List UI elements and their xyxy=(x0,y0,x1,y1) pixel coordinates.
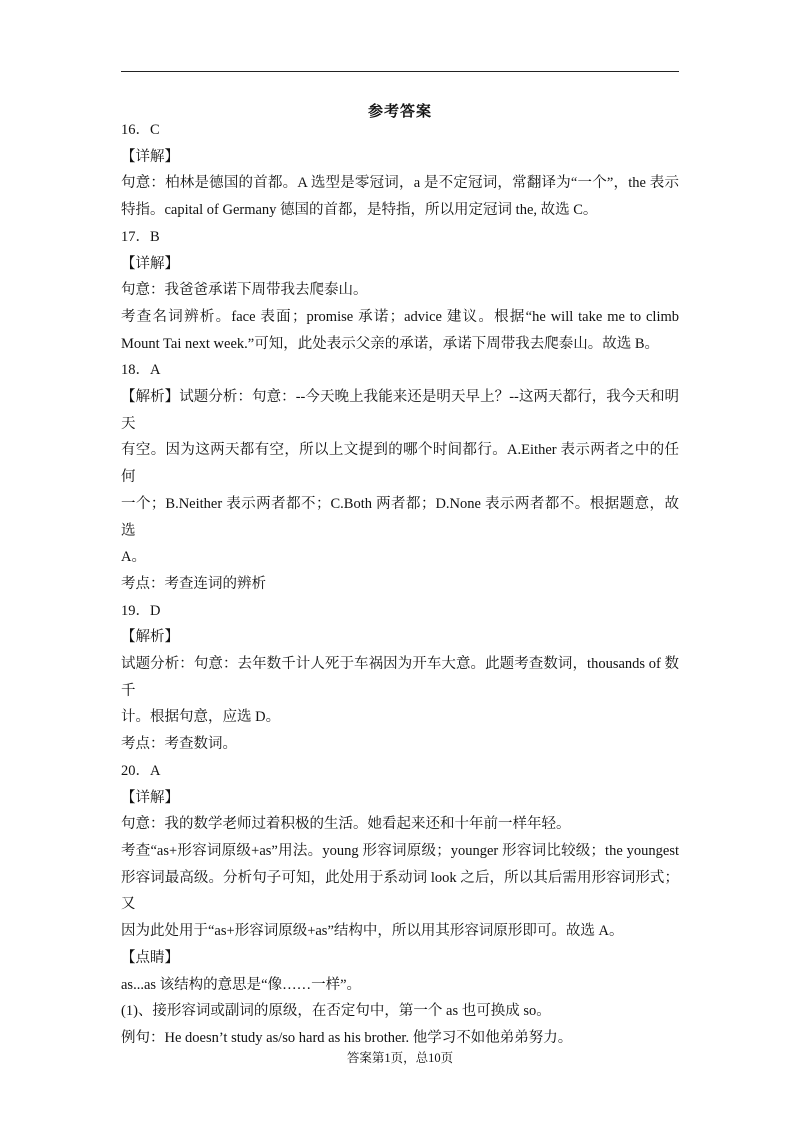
text-line: A。 xyxy=(121,549,146,566)
text-line: 【详解】 xyxy=(121,255,179,272)
page-title: 参考答案 xyxy=(367,104,432,120)
text-line: 特指。capital of Germany 德国的首都，是特指，所以用定冠词 the, 故选 C。 xyxy=(121,202,598,219)
text-line: 句意：我的数学老师过着积极的生活。她看起来还和十年前一样年轻。 xyxy=(121,816,571,833)
header-rule xyxy=(121,71,679,72)
text-line: (1)、接形容词或副词的原级，在否定句中，第一个 as 也可换成 so。 xyxy=(121,1003,551,1020)
text-line: 考点：考查数词。 xyxy=(121,736,237,753)
text-line: 考查名词辨析。face 表面；promise 承诺；advice 建议。根据“he will take me to climb xyxy=(121,308,679,325)
text-line: 18．A xyxy=(121,362,161,379)
text-line: as...as 该结构的意思是“像……一样”。 xyxy=(121,976,362,993)
text-line: 计。根据句意，应选 D。 xyxy=(121,709,281,726)
text-line: 考查“as+形容词原级+as”用法。young 形容词原级；younger 形容词比较级；the youngest xyxy=(121,842,679,859)
text-line: 因为此处用于“as+形容词原级+as”结构中，所以用其形容词原形即可。故选 A。 xyxy=(121,923,624,940)
text-line: Mount Tai next week.”可知，此处表示父亲的承诺，承诺下周带我去爬泰山。故选 B。 xyxy=(121,335,660,352)
answer-content xyxy=(121,117,679,1052)
text-line: 16．C xyxy=(121,122,160,138)
text-line: 有空。因为这两天都有空，所以上文提到的哪个时间都行。A.Either 表示两者之中的任何 xyxy=(121,442,679,486)
text-line: 【详解】 xyxy=(121,789,179,806)
text-line: 【点睛】 xyxy=(121,949,179,966)
text-line: 形容词最高级。分析句子可知，此处用于系动词 look 之后，所以其后需用形容词形式；又 xyxy=(121,869,679,913)
text-line: 句意：我爸爸承诺下周带我去爬泰山。 xyxy=(121,282,368,299)
text-line: 20．A xyxy=(121,762,161,779)
text-line: 试题分析：句意：去年数千计人死于车祸因为开车大意。此题考查数词，thousands of 数千 xyxy=(121,656,679,699)
page-footer: 答案第1页，总10页 xyxy=(346,1051,454,1065)
text-line: 句意：柏林是德国的首都。A 选型是零冠词，a 是不定冠词，常翻译为“一个”，the 表示 xyxy=(121,175,679,192)
text-line: 【详解】 xyxy=(121,148,179,165)
text-line: 【解析】试题分析：句意：--今天晚上我能来还是明天早上？--这两天都行，我今天和明天 xyxy=(121,389,679,432)
text-line: 19．D xyxy=(121,602,161,619)
text-line: 一个；B.Neither 表示两者都不；C.Both 两者都；D.None 表示两者都不。根据题意，故选 xyxy=(121,495,679,539)
text-line: 考点：考查连词的辨析 xyxy=(121,575,266,592)
text-line: 17．B xyxy=(121,228,160,245)
text-line: 【解析】 xyxy=(121,629,179,646)
text-line: 例句：He doesn’t study as/so hard as his brother. 他学习不如他弟弟努力。 xyxy=(121,1029,573,1046)
